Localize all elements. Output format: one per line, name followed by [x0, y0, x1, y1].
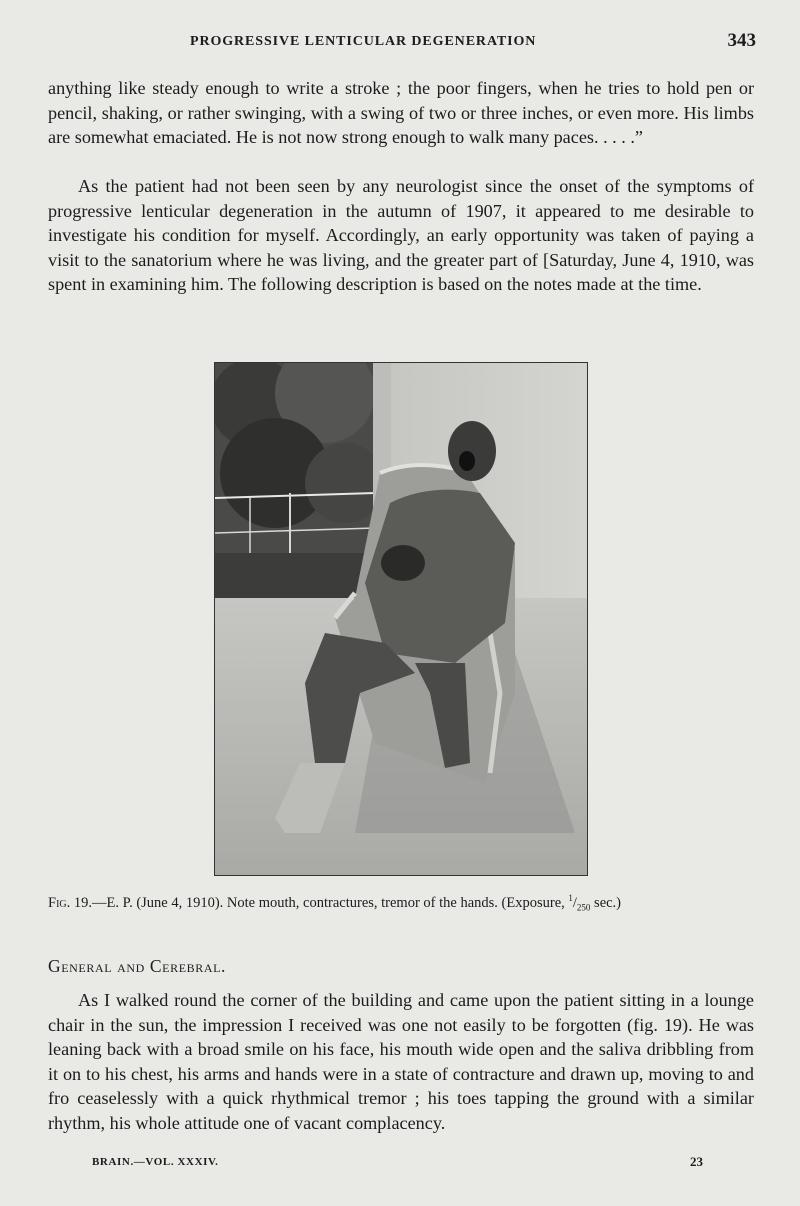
figure-caption: Fig. 19.—E. P. (June 4, 1910). Note mouth, contractures, tremor of the hands. (Exposure, $^1/_{250}$ sec.)	[48, 893, 622, 913]
patient-photograph	[214, 362, 588, 876]
figure-label: Fig. 19.	[48, 894, 92, 911]
running-title: PROGRESSIVE LENTICULAR DEGENERATION	[190, 34, 537, 49]
figure-caption-text: —E. P. (June 4, 1910). Note mouth, contractures, tremor of the hands. (Exposure,	[92, 894, 569, 911]
paragraph-general	[48, 988, 754, 1135]
figure-caption-end: sec.)	[590, 894, 622, 911]
paragraph-continuation	[48, 76, 754, 150]
footer-journal: BRAIN.—VOL. XXXIV.	[92, 1156, 219, 1168]
running-head	[0, 30, 800, 56]
footer-signature: 23	[690, 1154, 703, 1169]
paragraph-general-text: As I walked round the corner of the building and came upon the patient sitting in a lounge chair in the sun, the impression I received was one not easily to be forgotten (fig. 19). He was leaning back with a broad smile on his face, his mouth wide open and the saliva dribbling from it on to his chest, his arms and hands were in a state of contracture and drawn up, moving to and fro ceaselessly with a quick rhythmical tremor ; his toes tapping the ground with a similar rhythm, his whole attitude one of vacant complacency.	[48, 990, 754, 1133]
paragraph-visit-text: As the patient had not been seen by any neurologist since the onset of the symptoms of progressive lenticular degeneration in the autumn of 1907, it appeared to me desirable to investigate his condition for myself. Accordingly, an early opportunity was taken of paying a visit to the sanatorium where he was living, and the greater part of [Saturday, June 4, 1910, was spent in examining him. The following description is based on the notes made at the time.	[48, 176, 754, 294]
exposure-denominator: 250	[576, 902, 591, 913]
exposure-numerator: 1	[568, 893, 573, 903]
paragraph-continuation-text: anything like steady enough to write a stroke ; the poor fingers, when he tries to hold pen or pencil, shaking, or rather swinging, with a swing of two or three inches, or even more. His limbs are somewhat emaciated. He is not now strong enough to walk many paces. . . . .”	[48, 78, 754, 147]
page-number: 343	[727, 30, 756, 51]
paragraph-visit	[48, 174, 754, 297]
section-heading: General and Cerebral.	[48, 956, 227, 976]
